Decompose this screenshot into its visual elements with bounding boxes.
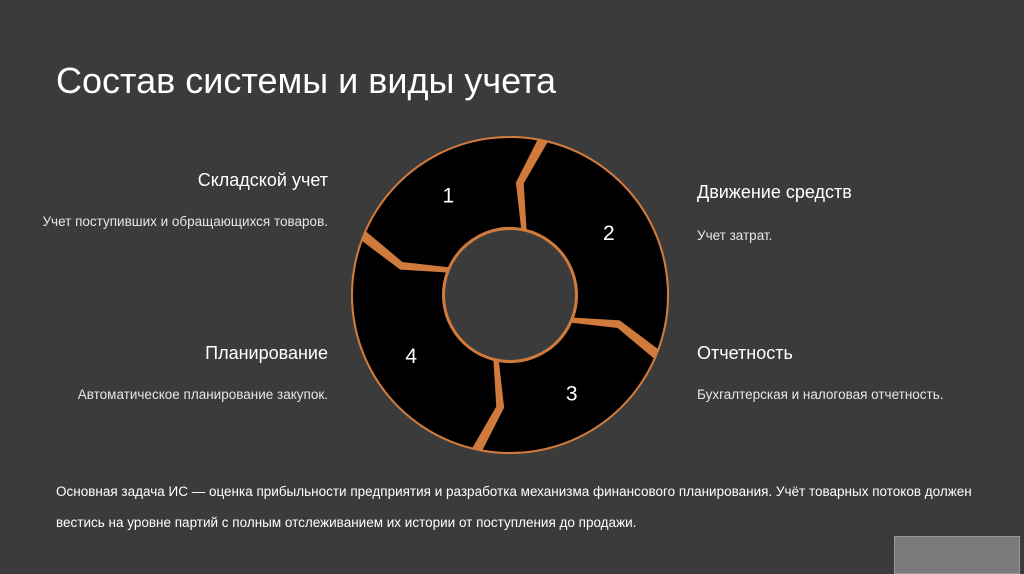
cycle-segments	[351, 136, 669, 454]
block-heading: Складской учет	[197, 170, 328, 190]
block-planning	[28, 343, 328, 410]
cycle-diagram	[340, 125, 680, 460]
block-heading: Планирование	[205, 343, 328, 363]
block-description: Учет затрат.	[697, 228, 773, 243]
block-description: Автоматическое планирование закупок.	[77, 387, 328, 402]
cycle-segment-number: 3	[565, 382, 578, 406]
block-heading: Движение средств	[697, 182, 852, 202]
slide-title: Состав системы и виды учета	[56, 60, 557, 101]
cycle-inner-hole	[444, 229, 576, 361]
cycle-segment-number: 4	[405, 345, 418, 369]
corner-box	[894, 536, 1020, 574]
block-heading: Отчетность	[697, 343, 793, 363]
block-cashflow	[697, 182, 997, 251]
block-description: Учет поступивших и обращающихся товаров.	[42, 214, 328, 229]
block-warehouse	[28, 170, 328, 237]
block-reporting	[697, 343, 997, 410]
footer-text: Основная задача ИС — оценка прибыльности предприятия и разработка механизма финансового планирования. Учёт товарных потоков должен вестись на уровне партий с полным отслеживанием их истории от поступления до продажи.	[56, 484, 972, 530]
block-description: Бухгалтерская и налоговая отчетность.	[697, 387, 944, 402]
cycle-segment-number: 1	[442, 184, 455, 208]
cycle-segment-number: 2	[602, 221, 615, 245]
